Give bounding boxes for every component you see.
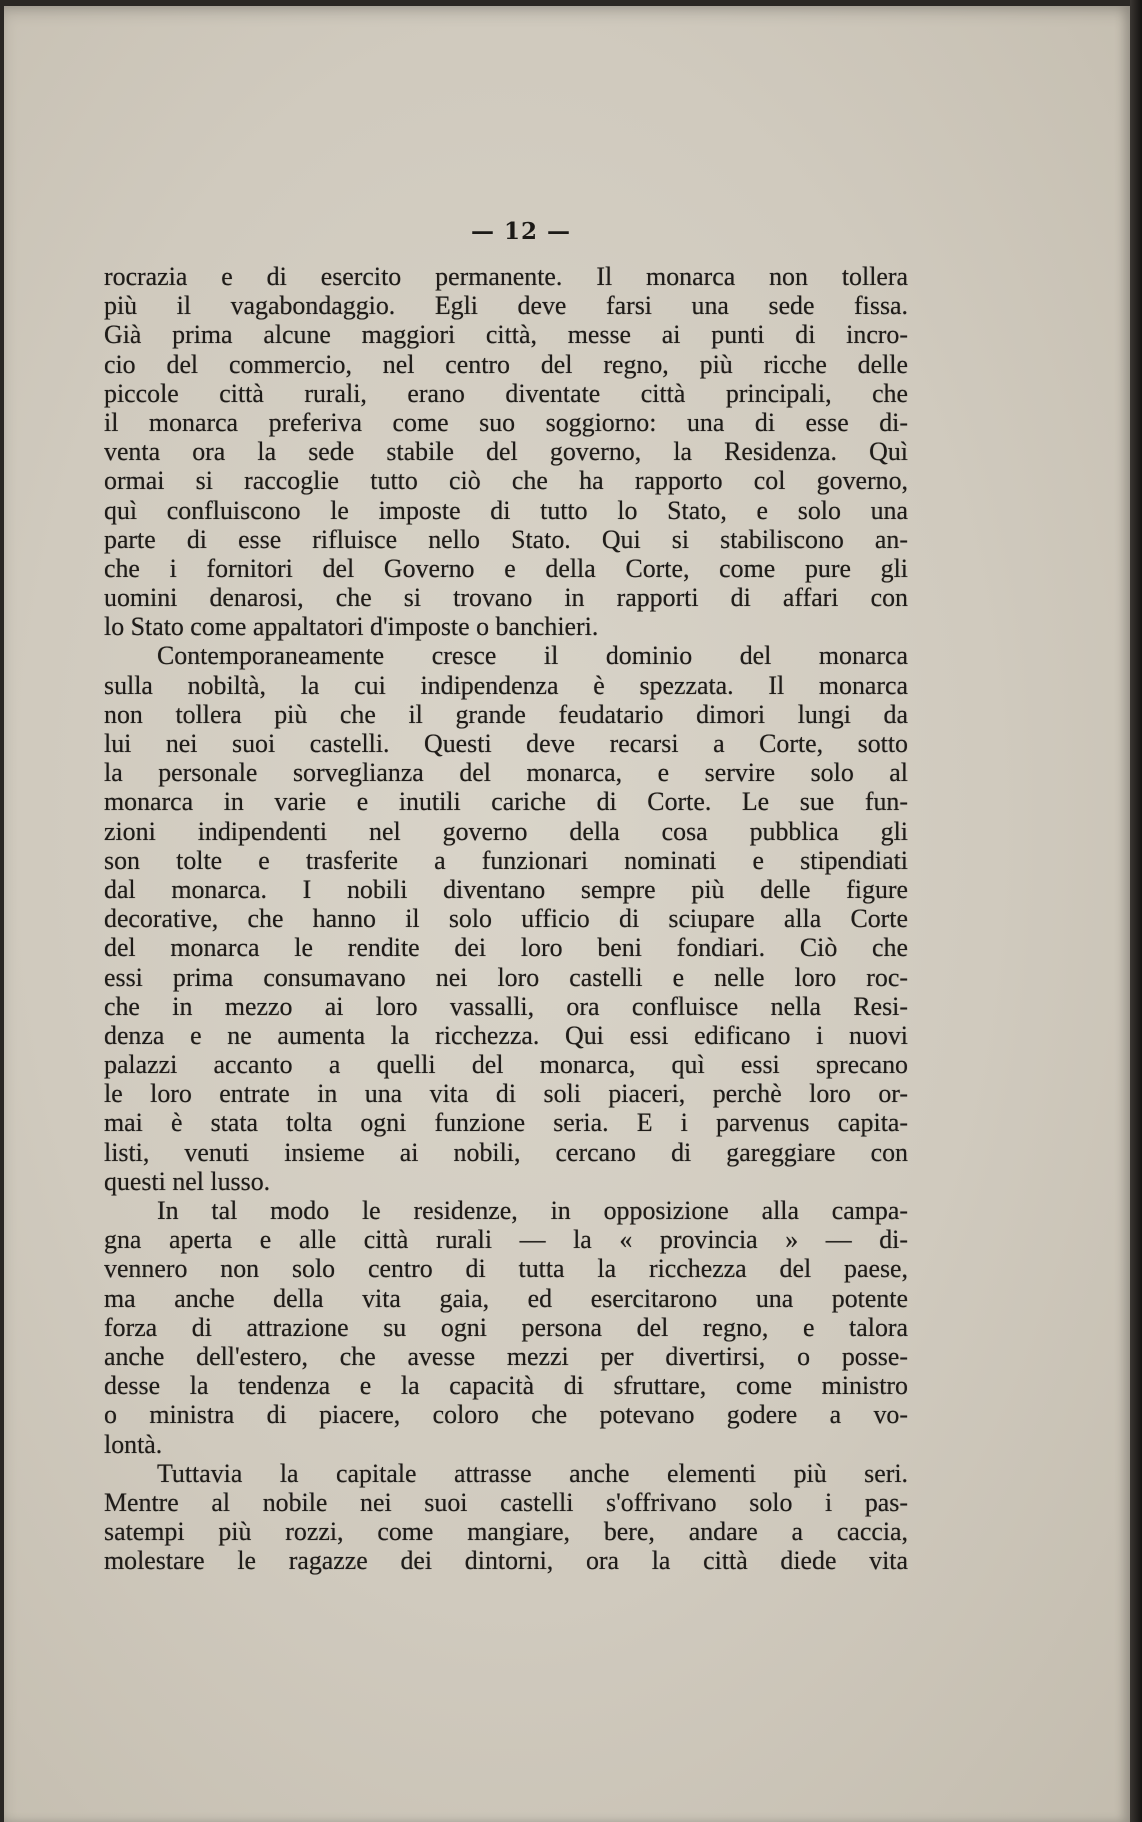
- page-edge-shadow: [1130, 0, 1142, 1822]
- text-line: del monarca le rendite dei loro beni fondiari. Ciò che: [104, 933, 908, 963]
- text-line: lui nei suoi castelli. Questi deve recarsi a Corte, sotto: [104, 729, 908, 758]
- text-line: non tollera più che il grande feudatario dimori lungi da: [104, 699, 908, 729]
- text-line: denza e ne aumenta la ricchezza. Qui essi edificano i nuovi: [104, 1020, 908, 1050]
- body-text: [104, 262, 908, 1575]
- text-line: le loro entrate in una vita di soli piaceri, perchè loro or-: [104, 1079, 908, 1109]
- text-line: ormai si raccoglie tutto ciò che ha rapporto col governo,: [104, 466, 908, 496]
- text-line: monarca in varie e inutili cariche di Corte. Le sue fun-: [104, 787, 908, 817]
- text-line: venta ora la sede stabile del governo, la Residenza. Quì: [104, 437, 908, 467]
- page-number: — 12 —: [470, 218, 572, 245]
- text-line: lontà.: [104, 1429, 163, 1459]
- text-line: o ministra di piacere, coloro che potevano godere a vo-: [104, 1400, 908, 1430]
- text-line: mai è stata tolta ogni funzione seria. E i parvenus capita-: [104, 1108, 908, 1138]
- text-line: vennero non solo centro di tutta la ricchezza del paese,: [104, 1254, 908, 1284]
- text-line: Contemporaneamente cresce il dominio del monarca: [157, 641, 908, 671]
- text-line: satempi più rozzi, come mangiare, bere, andare a caccia,: [104, 1517, 908, 1547]
- text-line: cio del commercio, nel centro del regno, più ricche delle: [104, 349, 908, 379]
- text-line: forza di attrazione su ogni persona del regno, e talora: [104, 1312, 908, 1342]
- text-line: quì confluiscono le imposte di tutto lo Stato, e solo una: [104, 495, 908, 525]
- text-line: la personale sorveglianza del monarca, e servire solo al: [104, 758, 908, 788]
- text-line: uomini denarosi, che si trovano in rapporti di affari con: [104, 583, 908, 613]
- text-line: lo Stato come appaltatori d'imposte o banchieri.: [104, 612, 599, 642]
- text-line: listi, venuti insieme ai nobili, cercano di gareggiare con: [104, 1137, 908, 1167]
- text-line: son tolte e trasferite a funzionari nominati e stipendiati: [104, 845, 908, 875]
- text-line: zioni indipendenti nel governo della cosa pubblica gli: [104, 816, 908, 846]
- text-line: il monarca preferiva come suo soggiorno: una di esse di-: [104, 407, 908, 437]
- text-line: piccole città rurali, erano diventate città principali, che: [104, 378, 908, 408]
- text-line: che in mezzo ai loro vassalli, ora confluisce nella Resi-: [104, 991, 908, 1021]
- text-line: anche dell'estero, che avesse mezzi per divertirsi, o posse-: [104, 1341, 908, 1371]
- text-line: essi prima consumavano nei loro castelli e nelle loro roc-: [104, 962, 908, 992]
- text-line: ma anche della vita gaia, ed esercitarono una potente: [104, 1283, 908, 1313]
- text-line: palazzi accanto a quelli del monarca, quì essi sprecano: [104, 1050, 908, 1080]
- text-line: parte di esse rifluisce nello Stato. Qui si stabiliscono an-: [104, 524, 908, 554]
- text-line: gna aperta e alle città rurali — la « provincia » — di-: [104, 1225, 908, 1255]
- text-line: rocrazia e di esercito permanente. Il monarca non tollera: [104, 262, 908, 291]
- text-line: molestare le ragazze dei dintorni, ora la città diede vita: [104, 1546, 908, 1576]
- text-line: più il vagabondaggio. Egli deve farsi una sede fissa.: [104, 291, 908, 321]
- text-line: che i fornitori del Governo e della Corte, come pure gli: [104, 553, 908, 583]
- text-line: decorative, che hanno il solo ufficio di sciupare alla Corte: [104, 904, 908, 934]
- text-line: Tuttavia la capitale attrasse anche elementi più seri.: [157, 1458, 908, 1488]
- text-line: In tal modo le residenze, in opposizione alla campa-: [157, 1196, 908, 1225]
- text-line: desse la tendenza e la capacità di sfruttare, come ministro: [104, 1371, 908, 1401]
- text-line: sulla nobiltà, la cui indipendenza è spezzata. Il monarca: [104, 670, 908, 700]
- text-line: Mentre al nobile nei suoi castelli s'offrivano solo i pas-: [104, 1487, 908, 1517]
- text-line: questi nel lusso.: [104, 1166, 271, 1196]
- text-line: dal monarca. I nobili diventano sempre più delle figure: [104, 874, 908, 904]
- text-line: Già prima alcune maggiori città, messe ai punti di incro-: [104, 320, 908, 350]
